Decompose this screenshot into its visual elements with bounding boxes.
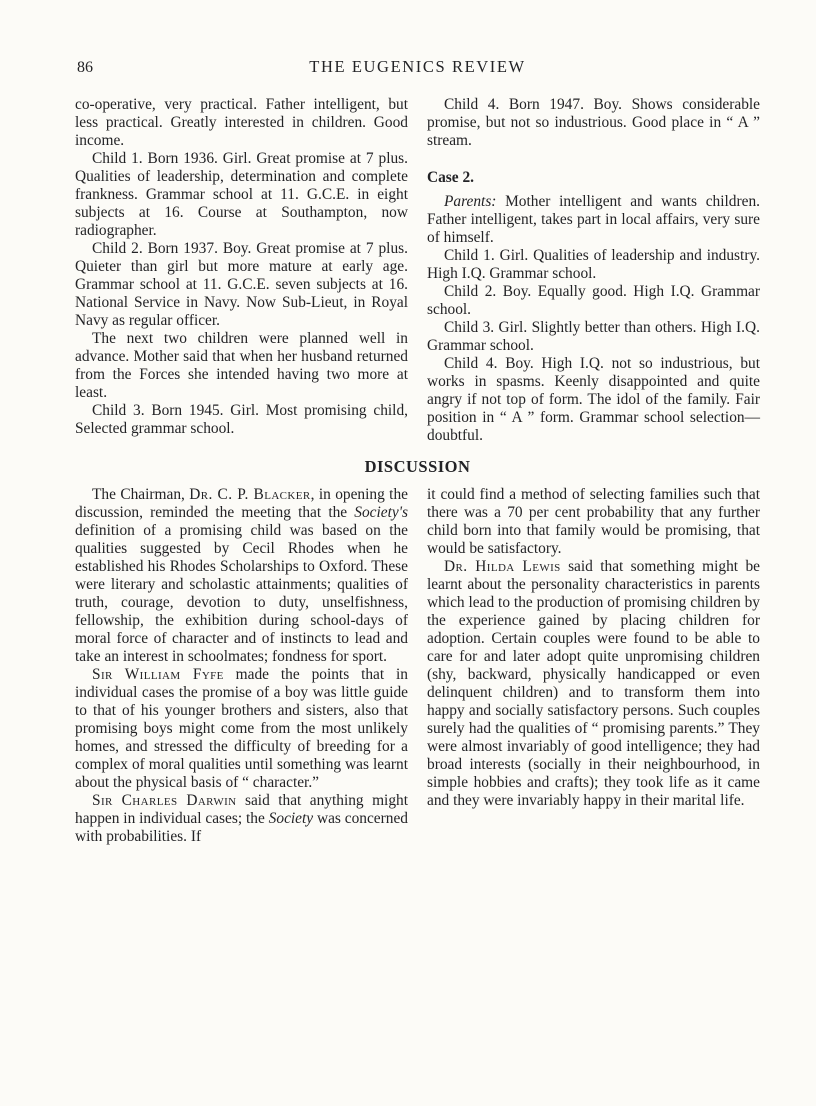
text-run: Child 3. Girl. Slightly better than others. High I.Q. Grammar school. (427, 319, 760, 354)
journal-title: THE EUGENICS REVIEW (309, 57, 526, 76)
paragraph (427, 486, 760, 558)
text-run: Child 3. Born 1945. Girl. Most promising child, Selected grammar school. (75, 402, 408, 437)
text-run: Child 2. Born 1937. Boy. Great promise at 7 plus. Quieter than girl but more mature at early age. Grammar school at 11. G.C.E. seven subjects at 16. National Service in Navy. Now Sub-Lieut, in Royal Navy as regular officer. (75, 240, 408, 329)
paragraph (75, 330, 408, 402)
text-run: was concerned with probabilities. If (75, 810, 408, 845)
text-run: made the points that in individual cases the promise of a boy was little guide to that of his younger brothers and sisters, also that promising boys might come from the most unlikely homes, and stressed the difficulty of breeding for a complex of moral qualities until something was learnt about the physical basis of “ character.” (75, 666, 408, 791)
text-run: Sir William Fyfe (92, 666, 224, 683)
text-run: Child 4. Born 1947. Boy. Shows considerable promise, but not so industrious. Good place in “ A ” stream. (427, 96, 760, 149)
paragraph (75, 486, 408, 666)
paragraph (427, 96, 760, 150)
paragraph (75, 240, 408, 330)
text-run: definition of a promising child was based on the qualities suggested by Cecil Rhodes when he established his Rhodes Scholarships to Oxford. These were literary and scholastic attainments; qualities of truth, courage, devotion to duty, unselfishness, fellowship, the exhibition during school-days of moral force of character and of instincts to lead and take an interest in schoolmates; fondness for sport. (75, 522, 408, 665)
paragraph (427, 193, 760, 247)
paragraph (75, 96, 408, 150)
paragraph (427, 558, 760, 810)
text-run: it could find a method of selecting families such that there was a 70 per cent probability that any further child born into that family would be promising, that would be satisfactory. (427, 486, 760, 557)
paragraph (427, 247, 760, 283)
paragraph (75, 150, 408, 240)
paragraph (75, 666, 408, 792)
text-run: Society (268, 810, 314, 827)
discussion-heading: DISCUSSION (364, 457, 471, 476)
discussion-left-column (75, 486, 408, 846)
case-report-section (75, 96, 760, 445)
text-run: Mother intelligent and wants children. Father intelligent, takes part in local affairs, very sure of himself. (427, 193, 760, 246)
paragraph (427, 283, 760, 319)
paragraph (427, 355, 760, 445)
text-run: The Chairman, (92, 486, 190, 503)
text-run: Case 2. (427, 169, 475, 186)
case-left-column (75, 96, 408, 445)
paragraph (75, 792, 408, 846)
text-run: co-operative, very practical. Father intelligent, but less practical. Greatly interested in children. Good income. (75, 96, 408, 149)
text-run: Child 2. Boy. Equally good. High I.Q. Grammar school. (427, 283, 760, 318)
case-heading (427, 169, 760, 187)
text-run: said that anything might happen in individual cases; the (75, 792, 408, 827)
page-number: 86 (77, 59, 93, 76)
text-run: Dr. C. P. Blacker (189, 486, 311, 503)
text-run: Parents: (444, 193, 497, 210)
discussion-right-column (427, 486, 760, 846)
discussion-section (75, 486, 760, 846)
text-run: Society's (354, 504, 408, 521)
text-run: Child 1. Girl. Qualities of leadership and industry. High I.Q. Grammar school. (427, 247, 760, 282)
paragraph (75, 402, 408, 438)
text-run: The next two children were planned well in advance. Mother said that when her husband returned from the Forces she intended having two more at least. (75, 330, 408, 401)
case-right-column (427, 96, 760, 445)
text-run: Child 4. Boy. High I.Q. not so industrious, but works in spasms. Keenly disappointed and quite angry if not top of form. The idol of the family. Fair position in “ A ” form. Grammar school selection—doubtful. (427, 355, 760, 444)
paragraph (427, 319, 760, 355)
text-run: said that something might be learnt about the personality characteristics in parents which lead to the production of promising children by the experience gained by placing children for adoption. Certain couples were found to be able to care for and later adopt quite unpromising children (shy, backward, physically handicapped or even delinquent children) and to transform them into happy and socially satisfactory persons. Such couples surely had the qualities of “ promising parents.” They were almost invariably of good intelligence; they had broad interests (socially in their neighbourhood, in simple hobbies and crafts); they took life as it came and they were invariably happy in their marital life. (427, 558, 760, 809)
text-run: Sir Charles Darwin (92, 792, 237, 809)
page-header (75, 57, 760, 79)
text-run: Child 1. Born 1936. Girl. Great promise at 7 plus. Qualities of leadership, determination and complete frankness. Grammar school at 11. G.C.E. in eight subjects at 16. Course at Southampton, now radiographer. (75, 150, 408, 239)
text-run: , in opening the discussion, reminded the meeting that the (75, 486, 408, 521)
text-run: Dr. Hilda Lewis (444, 558, 561, 575)
